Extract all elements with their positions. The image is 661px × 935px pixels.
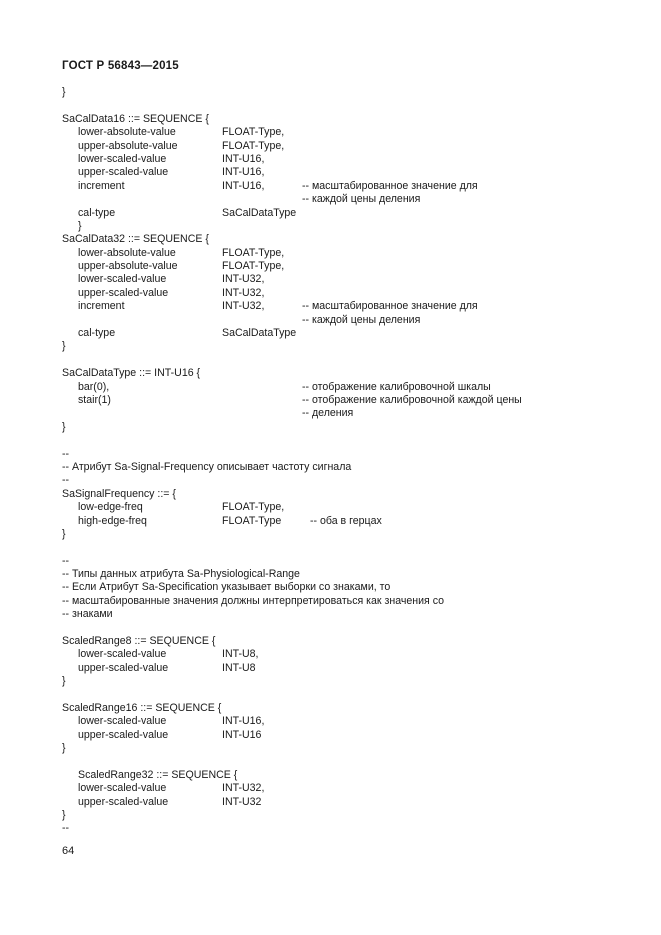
code-line: [62, 702, 652, 715]
code-field: --: [62, 474, 70, 487]
code-field: }: [62, 420, 66, 433]
code-line: [62, 742, 652, 755]
code-line: [62, 233, 652, 246]
code-line: [62, 474, 652, 487]
code-line: [62, 407, 652, 420]
blank-line: [62, 756, 652, 769]
code-line: [62, 608, 652, 621]
code-line: [62, 166, 652, 179]
code-field: cal-type: [78, 327, 116, 340]
code-line: [62, 662, 652, 675]
code-type: INT-U8: [222, 661, 256, 674]
code-field: upper-scaled-value: [78, 286, 169, 299]
code-type: INT-U32: [222, 795, 262, 808]
code-line: [62, 581, 652, 594]
code-line: [62, 193, 652, 206]
code-type: FLOAT-Type,: [222, 126, 285, 139]
blank-line: [62, 622, 652, 635]
code-comment: -- каждой цены деления: [302, 313, 421, 326]
code-comment: -- отображение калибровочной каждой цены: [302, 393, 522, 406]
code-field: -- Атрибут Sa-Signal-Frequency описывает частоту сигнала: [62, 460, 352, 473]
code-line: [62, 568, 652, 581]
code-line: [62, 782, 652, 795]
code-field: lower-scaled-value: [78, 715, 167, 728]
code-field: }: [62, 742, 66, 755]
code-listing: [62, 86, 652, 836]
code-field: -- Если Атрибут Sa-Specification указывает выборки со знаками, то: [62, 581, 391, 594]
code-field: upper-scaled-value: [78, 661, 169, 674]
code-field: cal-type: [78, 206, 116, 219]
code-comment: -- деления: [302, 407, 354, 420]
code-field: SaCalData32 ::= SEQUENCE {: [62, 233, 209, 246]
code-type: SaCalDataType: [222, 206, 297, 219]
code-type: FLOAT-Type: [222, 514, 282, 527]
code-line: [62, 515, 652, 528]
code-type: INT-U16,: [222, 152, 265, 165]
code-line: [62, 300, 652, 313]
code-type: INT-U16,: [222, 179, 265, 192]
code-line: [62, 260, 652, 273]
code-field: }: [62, 340, 66, 353]
code-field: upper-absolute-value: [78, 139, 178, 152]
code-type: INT-U16,: [222, 715, 265, 728]
code-field: increment: [78, 179, 125, 192]
code-field: }: [62, 675, 66, 688]
code-field: upper-scaled-value: [78, 728, 169, 741]
code-line: [62, 340, 652, 353]
code-comment: -- отображение калибровочной шкалы: [302, 380, 491, 393]
blank-line: [62, 434, 652, 447]
code-line: [62, 140, 652, 153]
code-line: [62, 648, 652, 661]
code-comment: -- оба в герцах: [310, 514, 382, 527]
code-line: [62, 635, 652, 648]
code-field: lower-absolute-value: [78, 126, 176, 139]
code-line: [62, 394, 652, 407]
code-field: --: [62, 447, 70, 460]
code-line: [62, 501, 652, 514]
code-line: [62, 809, 652, 822]
code-type: INT-U32,: [222, 273, 265, 286]
code-line: [62, 273, 652, 286]
code-line: [62, 381, 652, 394]
code-type: FLOAT-Type,: [222, 246, 285, 259]
code-field: ScaledRange32 ::= SEQUENCE {: [78, 768, 238, 781]
code-line: [62, 86, 652, 99]
code-type: INT-U32,: [222, 782, 265, 795]
code-field: SaSignalFrequency ::= {: [62, 487, 176, 500]
code-type: INT-U8,: [222, 648, 259, 661]
code-line: [62, 448, 652, 461]
code-line: [62, 247, 652, 260]
code-comment: -- каждой цены деления: [302, 193, 421, 206]
blank-line: [62, 541, 652, 554]
code-line: [62, 327, 652, 340]
blank-line: [62, 99, 652, 112]
code-line: [62, 367, 652, 380]
code-comment: -- масштабированное значение для: [302, 300, 478, 313]
code-line: [62, 314, 652, 327]
code-field: -- знаками: [62, 608, 113, 621]
code-type: INT-U32,: [222, 300, 265, 313]
code-type: INT-U16,: [222, 166, 265, 179]
code-field: increment: [78, 300, 125, 313]
code-line: [62, 207, 652, 220]
code-line: [62, 595, 652, 608]
code-line: [62, 555, 652, 568]
code-field: lower-scaled-value: [78, 648, 167, 661]
code-field: low-edge-freq: [78, 501, 143, 514]
code-line: [62, 287, 652, 300]
code-field: upper-scaled-value: [78, 166, 169, 179]
code-field: lower-absolute-value: [78, 246, 176, 259]
page-number: 64: [62, 845, 75, 857]
code-field: stair(1): [78, 393, 111, 406]
code-line: [62, 729, 652, 742]
code-field: upper-absolute-value: [78, 260, 178, 273]
code-field: lower-scaled-value: [78, 273, 167, 286]
code-field: lower-scaled-value: [78, 782, 167, 795]
code-line: [62, 488, 652, 501]
code-line: [62, 153, 652, 166]
code-type: FLOAT-Type,: [222, 260, 285, 273]
code-type: SaCalDataType: [222, 327, 297, 340]
code-field: }: [62, 809, 66, 822]
code-line: [62, 822, 652, 835]
code-line: [62, 421, 652, 434]
document-header: ГОСТ Р 56843—2015: [62, 60, 179, 72]
code-comment: -- масштабированное значение для: [302, 179, 478, 192]
code-line: [62, 528, 652, 541]
code-line: [62, 113, 652, 126]
code-line: [62, 126, 652, 139]
code-field: }: [62, 86, 66, 98]
blank-line: [62, 354, 652, 367]
blank-line: [62, 689, 652, 702]
code-field: --: [62, 822, 70, 835]
code-line: [62, 461, 652, 474]
code-field: SaCalData16 ::= SEQUENCE {: [62, 112, 209, 125]
code-line: [62, 796, 652, 809]
code-line: [62, 180, 652, 193]
code-field: -- Типы данных атрибута Sa-Physiological-Range: [62, 568, 300, 581]
code-line: [62, 715, 652, 728]
code-line: [62, 769, 652, 782]
code-field: high-edge-freq: [78, 514, 147, 527]
code-field: SaCalDataType ::= INT-U16 {: [62, 367, 201, 380]
code-field: ScaledRange16 ::= SEQUENCE {: [62, 701, 222, 714]
code-field: bar(0),: [78, 380, 110, 393]
code-field: -- масштабированные значения должны интерпретироваться как значения со: [62, 594, 445, 607]
code-type: FLOAT-Type,: [222, 139, 285, 152]
code-field: upper-scaled-value: [78, 795, 169, 808]
code-field: lower-scaled-value: [78, 152, 167, 165]
code-line: [62, 675, 652, 688]
code-type: INT-U16: [222, 728, 262, 741]
code-line: [62, 220, 652, 233]
code-field: --: [62, 554, 70, 567]
code-type: FLOAT-Type,: [222, 501, 285, 514]
code-field: }: [62, 527, 66, 540]
code-type: INT-U32,: [222, 286, 265, 299]
code-field: ScaledRange8 ::= SEQUENCE {: [62, 635, 216, 648]
code-field: }: [78, 219, 82, 232]
